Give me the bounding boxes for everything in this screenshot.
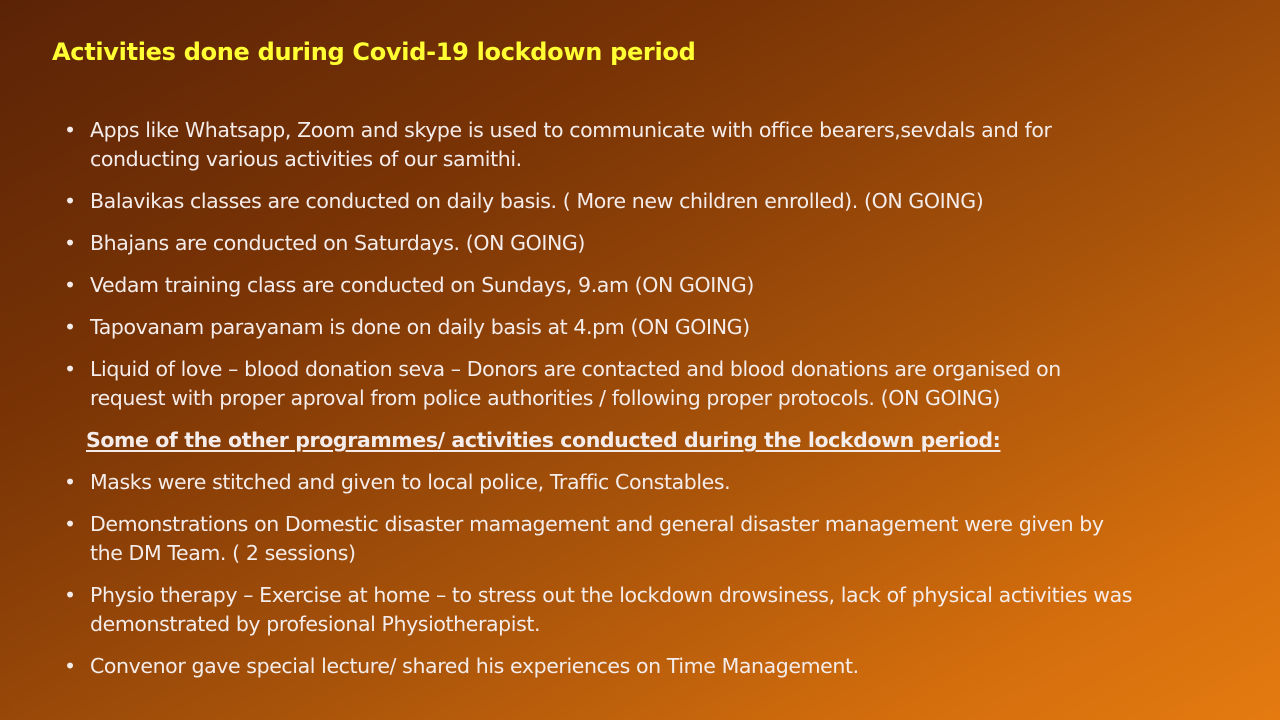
bullet-text: Convenor gave special lecture/ shared his experiences on Time Management. <box>90 654 859 678</box>
bullet-item <box>62 581 1142 639</box>
bullet-icon: • <box>64 118 76 142</box>
bullet-text: Vedam training class are conducted on Sundays, 9.am (ON GOING) <box>90 273 754 297</box>
bullet-text: Masks were stitched and given to local police, Traffic Constables. <box>90 470 731 494</box>
bullet-text: Bhajans are conducted on Saturdays. (ON GOING) <box>90 231 586 255</box>
bullet-item <box>62 229 1142 258</box>
bullet-item <box>62 510 1142 568</box>
bullet-icon: • <box>64 470 76 494</box>
bullet-text: Demonstrations on Domestic disaster mamagement and general disaster management were given by the DM Team. ( 2 sessions) <box>90 512 1104 565</box>
bullet-item <box>62 116 1142 174</box>
bullet-text: Balavikas classes are conducted on daily basis. ( More new children enrolled). (ON GOING) <box>90 189 984 213</box>
slide-title: Activities done during Covid-19 lockdown period <box>52 38 696 66</box>
bullet-icon: • <box>64 512 76 536</box>
bullet-text: Physio therapy – Exercise at home – to stress out the lockdown drowsiness, lack of physical activities was demonstrated by profesional Physiotherapist. <box>90 583 1133 636</box>
section-subheading: Some of the other programmes/ activities conducted during the lockdown period: <box>86 428 1001 452</box>
bullet-item <box>62 271 1142 300</box>
bullet-icon: • <box>64 583 76 607</box>
bullet-item <box>62 187 1142 216</box>
bullet-icon: • <box>64 315 76 339</box>
bullet-item <box>62 652 1142 681</box>
bullet-icon: • <box>64 273 76 297</box>
bullet-icon: • <box>64 189 76 213</box>
slide-content <box>62 116 1142 694</box>
bullet-item <box>62 468 1142 497</box>
bullet-icon: • <box>64 231 76 255</box>
bullet-text: Liquid of love – blood donation seva – Donors are contacted and blood donations are organised on request with proper aproval from police authorities / following proper protocols. (ON GOING) <box>90 357 1061 410</box>
bullet-icon: • <box>64 357 76 381</box>
bullet-text: Tapovanam parayanam is done on daily basis at 4.pm (ON GOING) <box>90 315 750 339</box>
bullet-item <box>62 355 1142 413</box>
bullet-icon: • <box>64 654 76 678</box>
bullet-item <box>62 313 1142 342</box>
bullet-text: Apps like Whatsapp, Zoom and skype is used to communicate with office bearers,sevdals and for conducting various activities of our samithi. <box>90 118 1052 171</box>
